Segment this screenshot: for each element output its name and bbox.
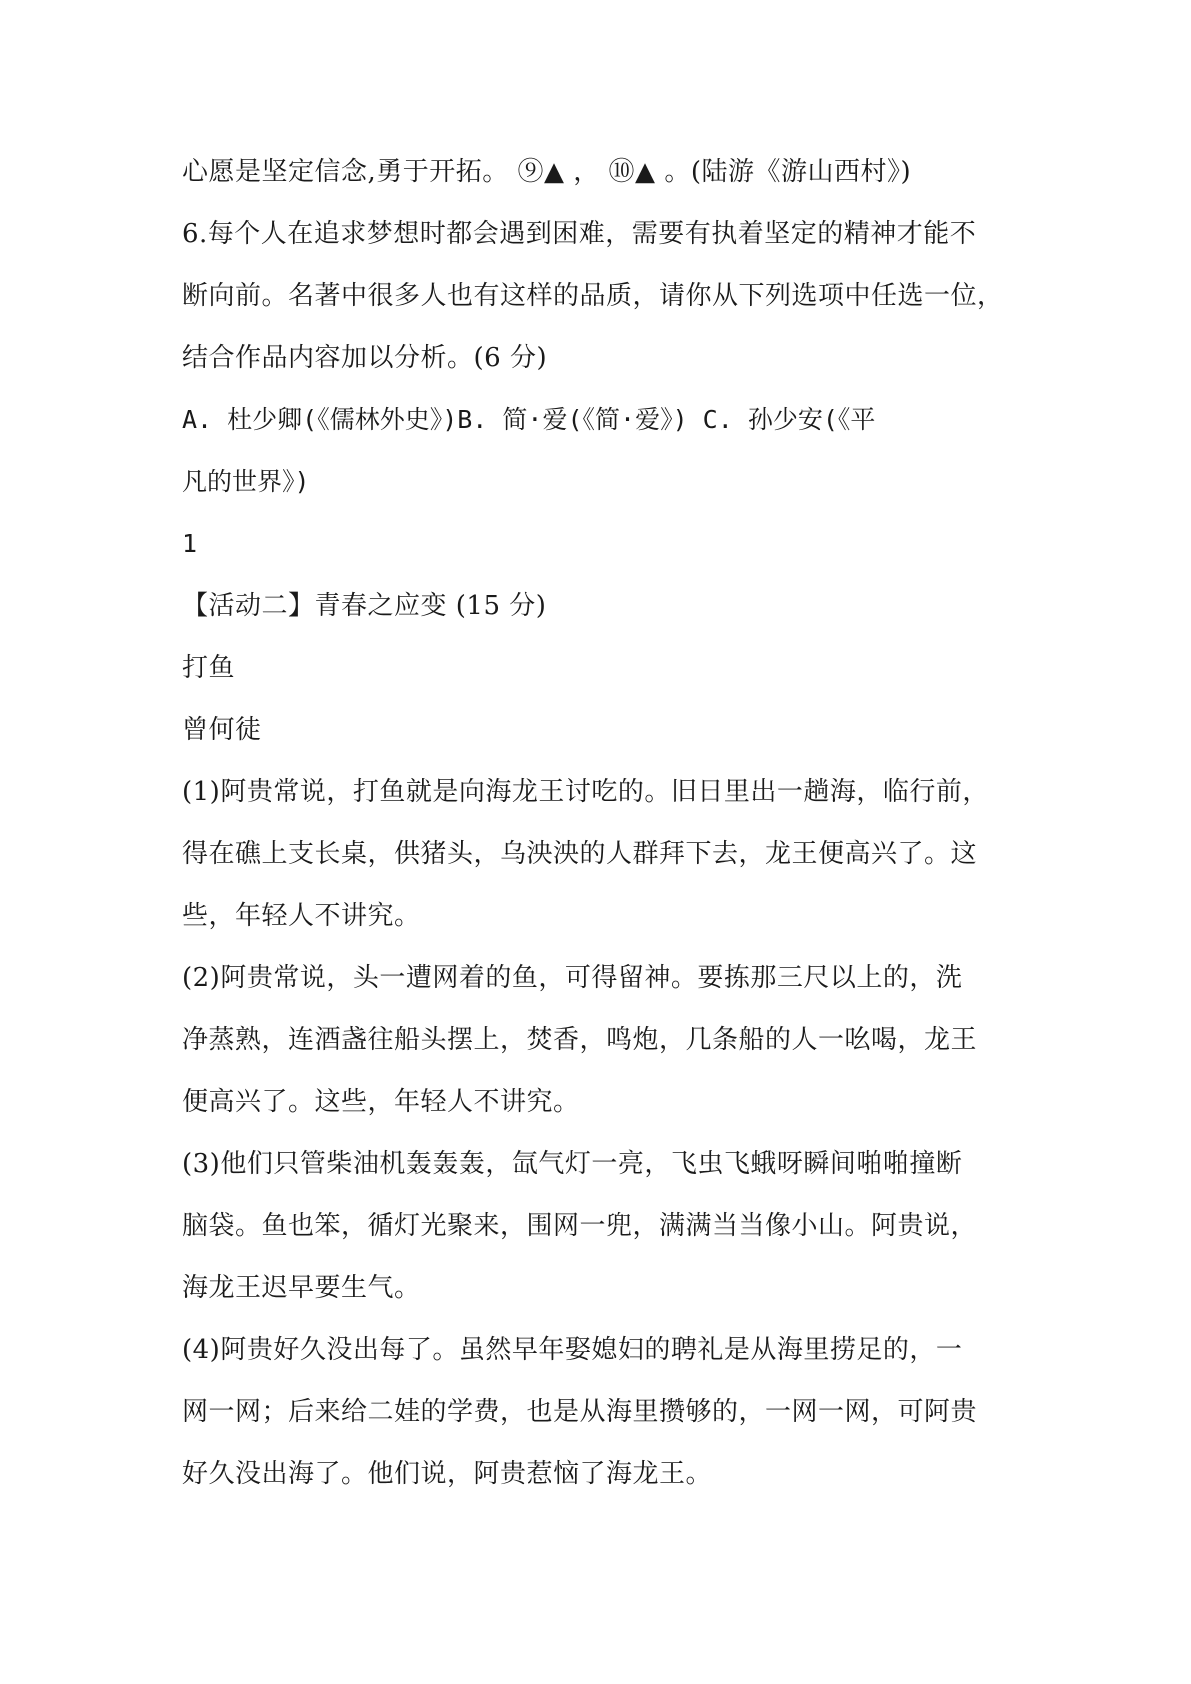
- options-line-1: A. 杜少卿(《儒林外史》)B. 简·爱(《简·爱》) C. 孙少安(《平: [182, 405, 876, 434]
- article-author: 曾何徒: [182, 715, 262, 745]
- paragraph-2-line-2: 净蒸熟，连酒盏往船头摆上，焚香，鸣炮，几条船的人一吆喝，龙王: [182, 1025, 978, 1055]
- paragraph-4-line-2: 网一网；后来给二娃的学费，也是从海里攒够的，一网一网，可阿贵: [182, 1397, 978, 1427]
- paragraph-1-line-2: 得在礁上支长桌，供猪头，乌泱泱的人群拜下去，龙王便高兴了。这: [182, 839, 978, 869]
- options-line-2: 凡的世界》): [182, 467, 310, 496]
- paragraph-3-line-3: 海龙王迟早要生气。: [182, 1273, 421, 1303]
- question-6-line-1: 6.每个人在追求梦想时都会遇到困难，需要有执着坚定的精神才能不: [182, 219, 977, 249]
- page-number: 1: [182, 529, 198, 558]
- paragraph-3-line-2: 脑袋。鱼也笨，循灯光聚来，围网一兜，满满当当像小山。阿贵说，: [182, 1211, 978, 1241]
- paragraph-1-line-3: 些，年轻人不讲究。: [182, 901, 421, 931]
- section-heading: 【活动二】青春之应变 (15 分): [182, 591, 547, 621]
- paragraph-1-line-1: (1)阿贵常说，打鱼就是向海龙王讨吃的。旧日里出一趟海，临行前，: [182, 777, 989, 807]
- text-line: 心愿是坚定信念,勇于开拓。 ⑨▲ ， ⑩▲ 。(陆游《游山西村》): [182, 157, 912, 187]
- article-title: 打鱼: [182, 653, 236, 683]
- paragraph-2-line-3: 便高兴了。这些，年轻人不讲究。: [182, 1087, 580, 1117]
- question-6-line-3: 结合作品内容加以分析。(6 分): [182, 343, 548, 373]
- question-6-line-2: 断向前。名著中很多人也有这样的品质，请你从下列选项中任选一位，: [182, 281, 1004, 311]
- paragraph-4-line-3: 好久没出海了。他们说，阿贵惹恼了海龙王。: [182, 1459, 713, 1489]
- paragraph-4-line-1: (4)阿贵好久没出每了。虽然早年娶媳妇的聘礼是从海里捞足的，一: [182, 1335, 963, 1365]
- paragraph-2-line-1: (2)阿贵常说，头一遭网着的鱼，可得留神。要拣那三尺以上的，洗: [182, 963, 963, 993]
- paragraph-3-line-1: (3)他们只管柴油机轰轰轰，氙气灯一亮，飞虫飞蛾呀瞬间啪啪撞断: [182, 1149, 963, 1179]
